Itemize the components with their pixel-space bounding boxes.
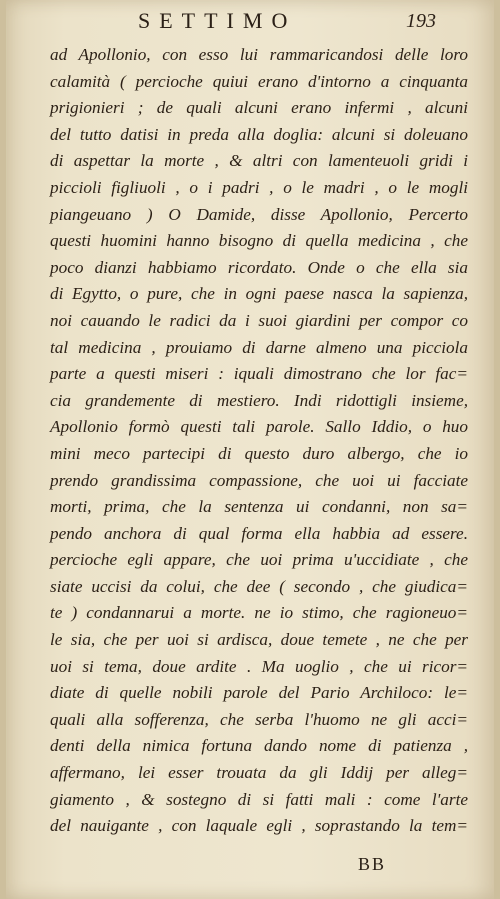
text-line: di Egytto, o pure, che in ogni paese nasca la sapienza, (50, 284, 468, 304)
text-line: mini meco partecipi di questo duro albergo, che io (50, 443, 468, 463)
text-line: calamità ( percioche quiui erano d'intorno a cinquanta (50, 71, 468, 91)
text-line: piangeuano ) O Damide, disse Apollonio, Percerto (50, 204, 468, 224)
body-text (50, 42, 468, 840)
text-line: affermano, lei esser trouata da gli Iddij per alleg= (50, 763, 468, 783)
text-line: ad Apollonio, con esso lui rammaricandosi delle loro (50, 45, 468, 64)
text-line: questi huomini hanno bisogno di quella medicina , che (50, 231, 468, 251)
text-line: uoi si tema, doue ardite . Ma uoglio , che ui ricor= (50, 656, 468, 676)
text-line: cia grandemente di mestiero. Indi ridottigli insieme, (50, 390, 468, 410)
text-line: percioche egli appare, che uoi prima u'uccidiate , che (50, 550, 468, 570)
text-line: siate uccisi da colui, che dee ( secondo , che giudica= (50, 576, 468, 596)
page-number: 193 (406, 10, 436, 32)
text-line: piccioli figliuoli , o i padri , o le madri , o le mogli (50, 177, 468, 197)
text-line: prendo grandissima compassione, che uoi ui facciate (50, 470, 468, 490)
text-line: noi cauando le radici da i suoi giardini per compor co (50, 310, 468, 330)
text-line: del tutto datisi in preda alla doglia: alcuni si doleuano (50, 124, 468, 144)
text-line: le sia, che per uoi si ardisca, doue temete , ne che per (50, 630, 468, 650)
running-head (6, 8, 494, 38)
text-line: quali alla sofferenza, che serba l'huomo ne gli acci= (50, 709, 468, 729)
text-line: te ) condannarui a morte. ne io stimo, che ragioneuo= (50, 603, 468, 623)
text-line: di aspettar la morte , & altri con lamenteuoli gridi i (50, 151, 468, 171)
text-line: Apollonio formò questi tali parole. Sallo Iddio, o huo (50, 417, 468, 437)
text-line: prigionieri ; de quali alcuni erano infermi , alcuni (50, 98, 468, 118)
signature-mark: BB (358, 854, 387, 874)
text-line: pendo anchora di qual forma ella habbia ad essere. (50, 523, 468, 543)
text-line: tal medicina , prouiamo di darne almeno una picciola (50, 337, 468, 357)
text-line: denti della nimica fortuna dando nome di patienza , (50, 736, 468, 756)
text-line: del nauigante , con laquale egli , soprastando la tem= (50, 816, 468, 836)
text-line: giamento , & sostegno di si fatti mali : come l'arte (50, 789, 468, 809)
text-line: parte a questi miseri : iquali dimostrano che lor fac= (50, 364, 468, 384)
text-line: diate di quelle nobili parole del Pario Archiloco: le= (50, 683, 468, 703)
running-title: SETTIMO (138, 8, 297, 33)
text-line: morti, prima, che la sentenza ui condanni, non sa= (50, 497, 468, 517)
text-line: poco dianzi habbiamo ricordato. Onde o che ella sia (50, 257, 468, 277)
book-page (6, 0, 494, 899)
